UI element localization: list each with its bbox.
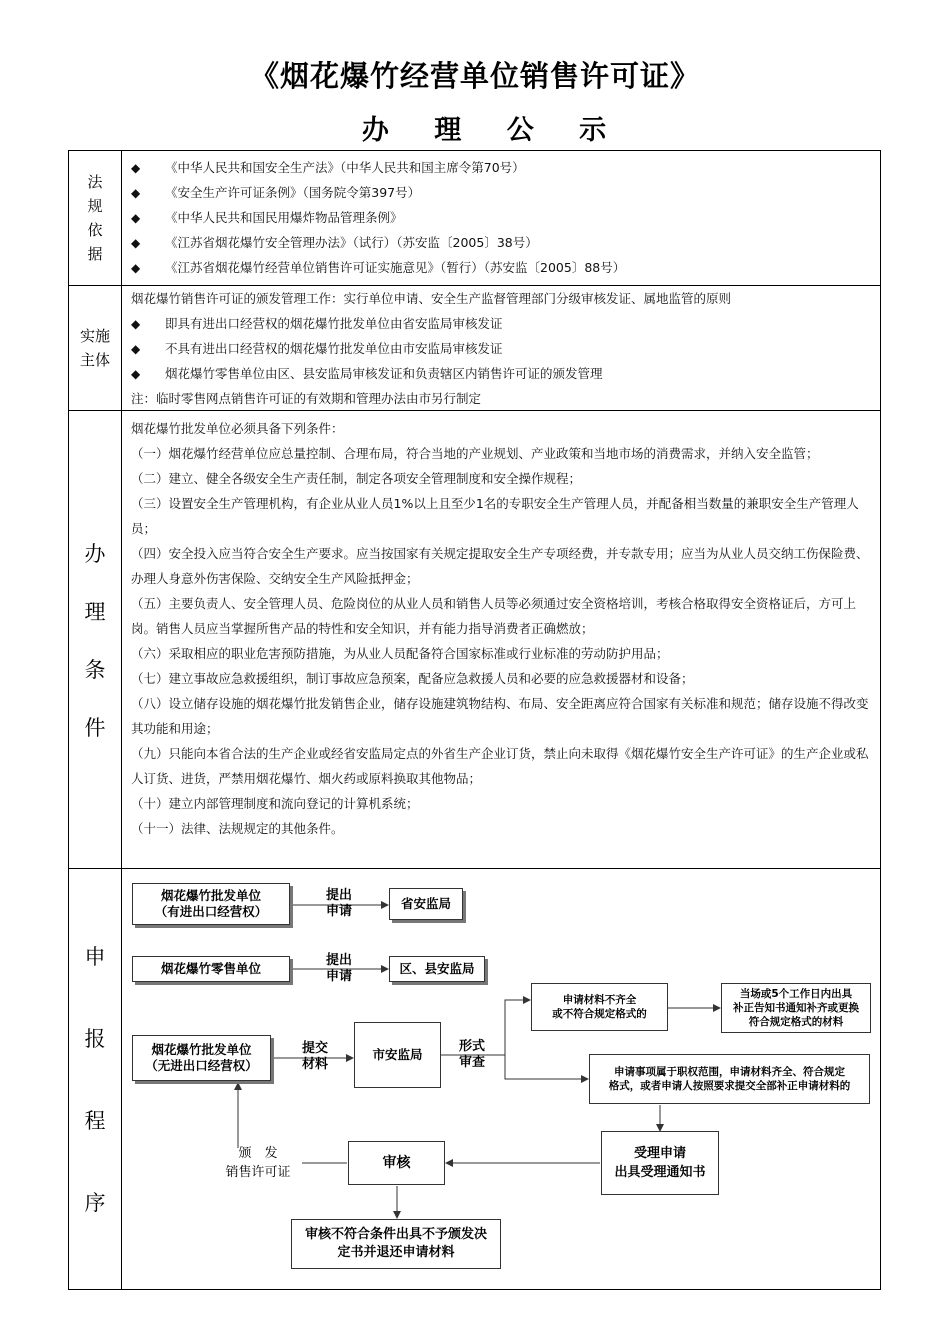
page-subtitle: 办 理 公 示: [361, 115, 625, 146]
diamond-bullet-icon: ◆: [131, 236, 141, 250]
list-item: （八）设立储存设施的烟花爆竹批发销售企业，储存设施建筑物结构、布局、安全距离应符合国家有关标准和规范；储存设施不得改变其功能和用途；: [131, 696, 869, 736]
complete-materials-box: 申请事项属于职权范围，申请材料齐全、符合规定 格式，或者申请人按照要求提交全部补正申请材料的: [589, 1054, 870, 1104]
list-item: ◆ 《江苏省烟花爆竹安全管理办法》（试行）（苏安监〔2005〕38号）: [131, 230, 869, 255]
rejection-box: 审核不符合条件出具不予颁发决 定书并退还申请材料: [291, 1219, 501, 1269]
conditions-content: [131, 416, 869, 841]
list-item: （七）建立事故应急救援组织，制订事故应急预案，配备应急救援人员和必要的应急救援器材和设备；: [131, 671, 694, 686]
list-item: （六）采取相应的职业危害预防措施，为从业人员配备符合国家标准或行业标准的劳动防护用品；: [131, 646, 669, 661]
list-item: （四）安全投入应当符合安全生产要求。应当按国家有关规定提取安全生产专项经费，并专款专用；应当为从业人员交纳工伤保险费、办理人身意外伤害保险、交纳安全生产风险抵押金；: [131, 546, 869, 586]
city-bureau-box: 市安监局: [354, 1022, 441, 1088]
note-text: 注：临时零售网点销售许可证的有效期和管理办法由市另行制定: [131, 391, 482, 406]
legal-basis-label: 法 规 依 据: [87, 173, 103, 263]
list-item: （十）建立内部管理制度和流向登记的计算机系统；: [131, 796, 419, 811]
district-bureau-box: 区、县安监局: [389, 956, 485, 982]
implementing-body-content: [131, 286, 869, 411]
submit-application-label: 提出 申请: [325, 888, 352, 919]
provincial-bureau-box: 省安监局: [389, 888, 463, 920]
diamond-bullet-icon: ◆: [131, 186, 141, 200]
column-divider: [121, 150, 122, 1290]
intro-text: 烟花爆竹批发单位必须具备下列条件：: [131, 421, 344, 436]
implementing-body-label: 实施 主体: [79, 327, 110, 369]
page-title: 《烟花爆竹经营单位销售许可证》: [249, 59, 700, 93]
submit-materials-label: 提交 材料: [301, 1041, 328, 1072]
issue-license-label: 颁 发 销售许可证: [225, 1146, 291, 1180]
diamond-bullet-icon: ◆: [131, 317, 141, 331]
diamond-bullet-icon: ◆: [131, 261, 141, 275]
list-item: （五）主要负责人、安全管理人员、危险岗位的从业人员和销售人员等必须通过安全资格培训，考核合格取得安全资格证后，方可上岗。销售人员应当掌握所售产品的特性和安全知识，并有能力指导消费者正确燃放；: [131, 596, 857, 636]
accept-application-box: 受理申请 出具受理通知书: [601, 1131, 719, 1195]
list-item: （一）烟花爆竹经营单位应总量控制、合理布局，符合当地的产业规划、产业政策和当地市场的消费需求，并纳入安全监管；: [131, 446, 819, 461]
legal-basis-list: [131, 155, 869, 280]
wholesale-no-export-box: 烟花爆竹批发单位 （无进出口经营权）: [132, 1035, 271, 1081]
diamond-bullet-icon: ◆: [131, 342, 141, 356]
list-item: （三）设置安全生产管理机构，有企业从业人员1%以上且至少1名的专职安全生产管理人员，并配备相当数量的兼职安全生产管理人员；: [131, 496, 859, 536]
list-item: ◆ 《中华人民共和国安全生产法》（中华人民共和国主席令第70号）: [131, 155, 869, 180]
diamond-bullet-icon: ◆: [131, 211, 141, 225]
review-box: 审核: [348, 1141, 445, 1185]
list-item: （九）只能向本省合法的生产企业或经省安监局定点的外省生产企业订货，禁止向未取得《烟花爆竹安全生产许可证》的生产企业或私人订货、进货，严禁用烟花爆竹、烟火药或原料换取其他物品；: [131, 746, 869, 786]
diamond-bullet-icon: ◆: [131, 367, 141, 381]
submit-application-label: 提出 申请: [325, 953, 352, 984]
list-item: ◆ 《江苏省烟花爆竹经营单位销售许可证实施意见》（暂行）（苏安监〔2005〕88号）: [131, 255, 869, 280]
list-item: ◆ 烟花爆竹零售单位由区、县安监局审核发证和负责辖区内销售许可证的颁发管理: [131, 361, 869, 386]
formal-review-label: 形式 审查: [458, 1039, 485, 1070]
retail-unit-box: 烟花爆竹零售单位: [132, 956, 290, 982]
wholesale-export-box: 烟花爆竹批发单位 （有进出口经营权）: [132, 883, 290, 925]
list-item: ◆ 《安全生产许可证条例》（国务院令第397号）: [131, 180, 869, 205]
list-item: ◆ 即具有进出口经营权的烟花爆竹批发单位由省安监局审核发证: [131, 311, 869, 336]
list-item: ◆ 不具有进出口经营权的烟花爆竹批发单位由市安监局审核发证: [131, 336, 869, 361]
intro-text: 烟花爆竹销售许可证的颁发管理工作：实行单位申请、安全生产监督管理部门分级审核发证、属地监管的原则: [131, 291, 732, 306]
list-item: （二）建立、健全各级安全生产责任制，制定各项安全管理制度和安全操作规程；: [131, 471, 582, 486]
incomplete-materials-box: 申请材料不齐全 或不符合规定格式的: [531, 983, 668, 1031]
conditions-label: 办 理 条 件: [84, 541, 106, 740]
notify-supplement-box: 当场或5个工作日内出具 补正告知书通知补齐或更换 符合规定格式的材料: [721, 983, 871, 1033]
list-item: ◆ 《中华人民共和国民用爆炸物品管理条例》: [131, 205, 869, 230]
diamond-bullet-icon: ◆: [131, 161, 141, 175]
row-divider: [68, 868, 881, 869]
list-item: （十一）法律、法规规定的其他条件。: [131, 821, 344, 836]
procedure-label: 申 报 程 序: [84, 945, 106, 1215]
